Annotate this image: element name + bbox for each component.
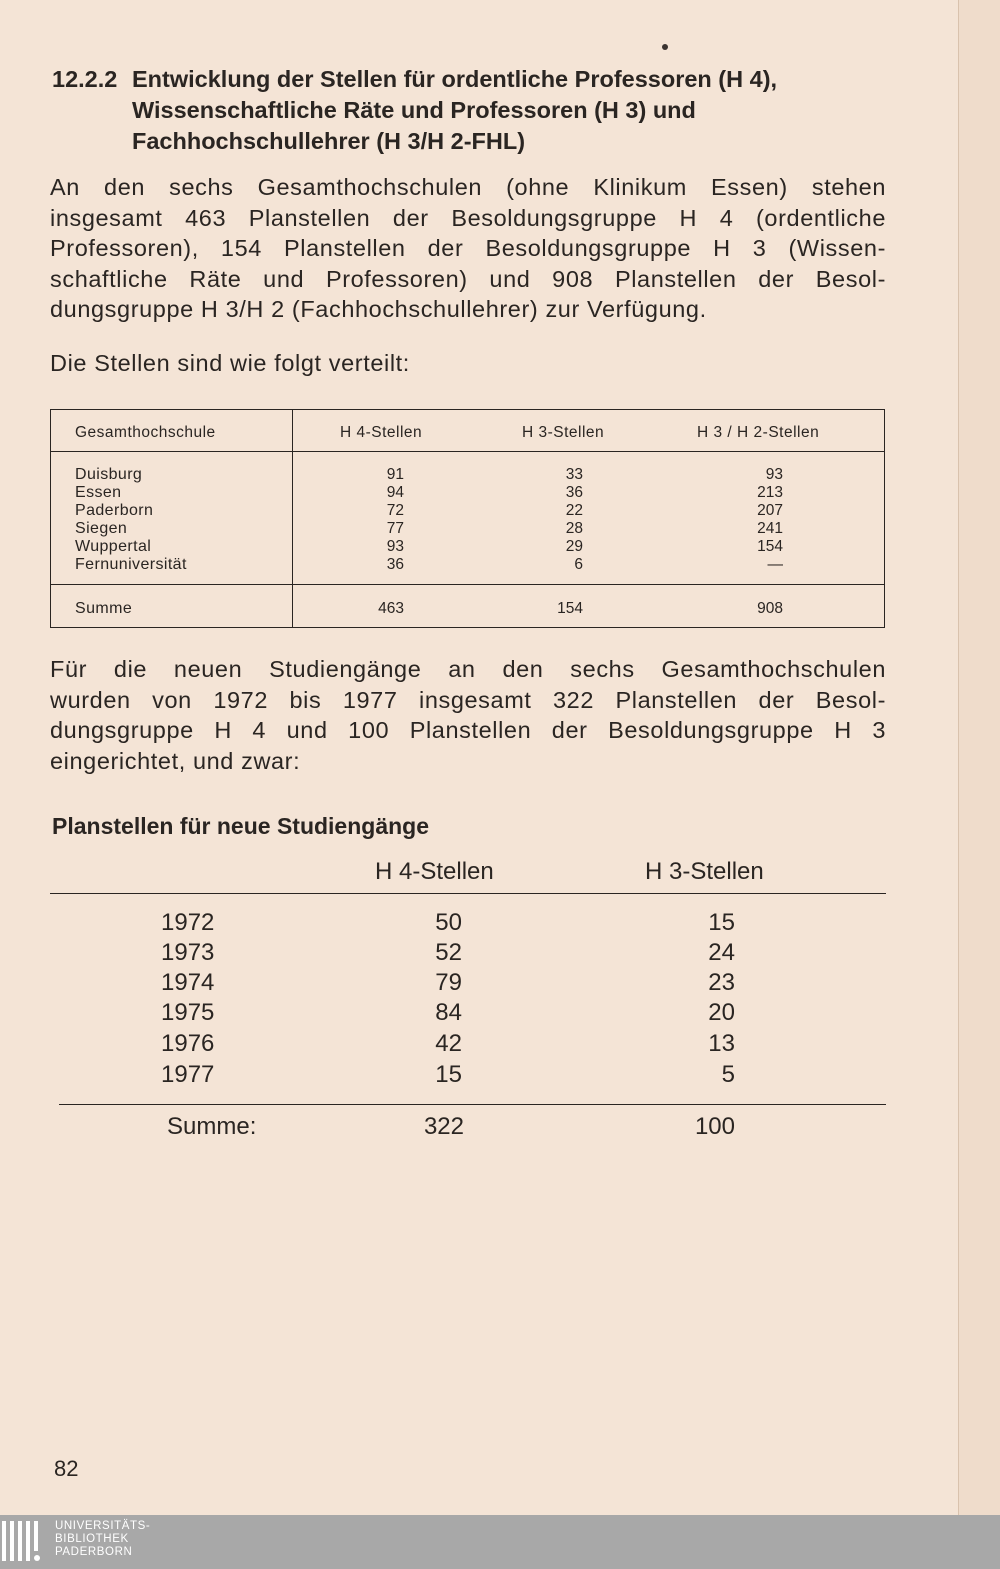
h3-value: 5: [721, 1061, 735, 1088]
h4-value: 50: [435, 909, 462, 936]
new-programs-paragraph: [50, 654, 886, 776]
header-h4: H 4-Stellen: [375, 858, 494, 885]
paragraph-line: An den sechs Gesamthochschulen (ohne Klinikum Essen) stehen: [50, 174, 886, 200]
year: 1972: [161, 909, 215, 936]
header-h3: H 3-Stellen: [645, 858, 764, 885]
header-university: Gesamthochschule: [75, 424, 216, 441]
sum-h4: 322: [423, 1113, 464, 1140]
paragraph-line: dungsgruppe H 3/H 2 (Fachhochschullehrer) zur Verfügung.: [50, 296, 707, 322]
h4-value: 91: [386, 466, 404, 483]
section-title-line: Entwicklung der Stellen für ordentliche Professoren (H 4),: [132, 66, 778, 92]
library-logo-icon: [2, 1521, 46, 1565]
table-row: [51, 520, 884, 538]
table-sum-row: [50, 1113, 886, 1143]
h4-value: 84: [435, 999, 462, 1026]
table-sum-row: [51, 599, 884, 619]
paragraph-line: wurden von 1972 bis 1977 insgesamt 322 Planstellen der Besol-: [50, 686, 886, 713]
h3-value: 13: [708, 1030, 735, 1057]
h3h2-value: 207: [757, 502, 783, 519]
h3-value: 28: [565, 520, 583, 537]
h4-value: 52: [435, 939, 462, 966]
h3h2-value: —: [767, 556, 783, 573]
year: 1974: [161, 969, 215, 996]
intro-paragraph: [50, 172, 886, 325]
table-row: [51, 466, 884, 484]
year: 1973: [161, 939, 215, 966]
header-h4: H 4-Stellen: [340, 424, 423, 441]
h3-value: 24: [708, 939, 735, 966]
h4-value: 36: [386, 556, 404, 573]
paragraph-line: Professoren), 154 Planstellen der Besoldungsgruppe H 3 (Wissen-: [50, 235, 886, 261]
table-row: [51, 484, 884, 502]
h3-value: 15: [708, 909, 735, 936]
section-title-line: Wissenschaftliche Räte und Professoren (H 3) und: [132, 97, 696, 123]
h3-value: 6: [574, 556, 583, 573]
university-name: Essen: [75, 484, 122, 501]
h4-value: 72: [386, 502, 404, 519]
paragraph-line: dungsgruppe H 4 und 100 Planstellen der Besoldungsgruppe H 3: [50, 717, 886, 743]
h3-value: 23: [708, 969, 735, 996]
library-name-line: UNIVERSITÄTS-: [55, 1520, 151, 1532]
h3h2-value: 93: [765, 466, 783, 483]
table-row: [51, 502, 884, 520]
year: 1976: [161, 1030, 215, 1057]
sum-h3h2: 908: [757, 600, 783, 617]
table-header-rule: [51, 451, 884, 452]
h3-value: 29: [565, 538, 583, 555]
print-mark-dot: [662, 44, 668, 50]
header-h3h2: H 3 / H 2-Stellen: [697, 424, 820, 441]
paragraph-line: insgesamt 463 Planstellen der Besoldungsgruppe H 4 (ordentliche: [50, 204, 886, 231]
section-title-line: Fachhochschullehrer (H 3/H 2-FHL): [132, 128, 526, 154]
h3h2-value: 241: [757, 520, 783, 537]
new-programs-table-title: Planstellen für neue Studiengänge: [52, 813, 430, 839]
header-h3: H 3-Stellen: [522, 424, 605, 441]
h3-value: 36: [565, 484, 583, 501]
distribution-lead-text: Die Stellen sind wie folgt verteilt:: [50, 350, 410, 376]
table-row: [50, 999, 886, 1029]
year: 1975: [161, 999, 215, 1026]
table-row: [50, 1061, 886, 1091]
h4-value: 93: [386, 538, 404, 555]
sum-h3: 100: [694, 1113, 735, 1140]
sum-label: Summe: [75, 600, 133, 617]
h4-value: 79: [435, 969, 462, 996]
h3-value: 33: [565, 466, 583, 483]
sum-h3: 154: [557, 600, 583, 617]
table-sum-rule: [51, 584, 884, 585]
h4-value: 77: [386, 520, 404, 537]
h4-value: 15: [435, 1061, 462, 1088]
table-row: [51, 538, 884, 556]
table-row: [50, 939, 886, 969]
page-number: 82: [54, 1456, 79, 1481]
university-name: Siegen: [75, 520, 128, 537]
table-sum-rule: [59, 1104, 886, 1105]
h3-value: 22: [565, 502, 583, 519]
university-name: Wuppertal: [75, 538, 152, 555]
section-number: 12.2.2: [52, 66, 118, 92]
paragraph-line: Für die neuen Studiengänge an den sechs Gesamthochschulen: [50, 656, 886, 682]
h3h2-value: 213: [757, 484, 783, 501]
paragraph-line: schaftliche Räte und Professoren) und 908 Planstellen der Besol-: [50, 265, 886, 292]
table-header-rule: [50, 893, 886, 894]
h4-value: 94: [386, 484, 404, 501]
table-row: [50, 969, 886, 999]
positions-by-university-table: [50, 409, 885, 628]
h4-value: 42: [435, 1030, 462, 1057]
library-name-line: PADERBORN: [55, 1546, 133, 1558]
adjacent-page-edge: [958, 0, 1000, 1515]
section-heading: [52, 64, 912, 157]
library-footer-bar: [0, 1515, 1000, 1569]
university-name: Fernuniversität: [75, 556, 187, 573]
h3-value: 20: [708, 999, 735, 1026]
library-name: [55, 1520, 150, 1559]
university-name: Paderborn: [75, 502, 154, 519]
h3h2-value: 154: [757, 538, 783, 555]
table-row: [51, 556, 884, 574]
sum-label: Summe:: [167, 1113, 257, 1140]
table-row: [50, 1030, 886, 1060]
table-row: [50, 909, 886, 939]
year: 1977: [161, 1061, 215, 1088]
paragraph-line: eingerichtet, und zwar:: [50, 747, 301, 774]
university-name: Duisburg: [75, 466, 143, 483]
sum-h4: 463: [378, 600, 404, 617]
library-name-line: BIBLIOTHEK: [55, 1533, 129, 1545]
